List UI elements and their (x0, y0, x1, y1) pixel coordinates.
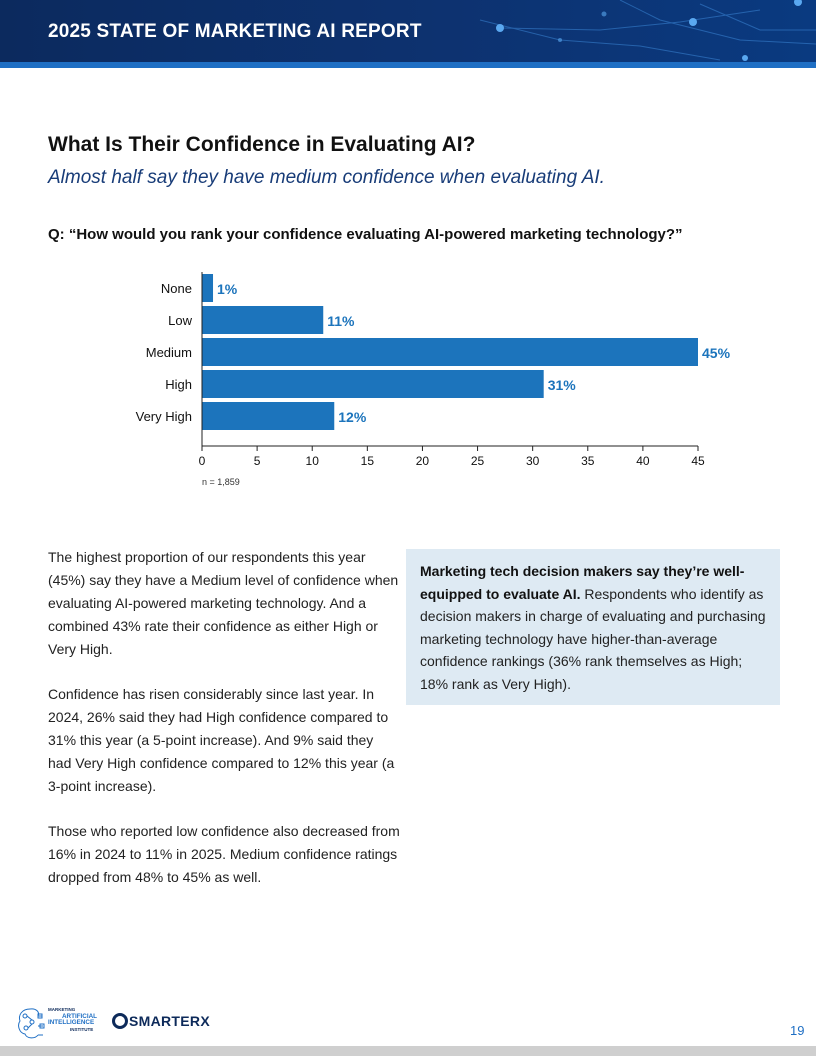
section-heading: What Is Their Confidence in Evaluating AI? (48, 133, 476, 156)
confidence-bar-chart (0, 258, 816, 498)
body-paragraph-3: Those who reported low confidence also decreased from 16% in 2024 to 11% in 2025. Medium confidence ratings dropped from 48% to 45% as well. (48, 823, 400, 885)
x-tick-label: 20 (415, 454, 430, 468)
x-tick-label: 30 (525, 454, 540, 468)
category-label: None (160, 281, 192, 296)
data-label: 31% (547, 377, 576, 393)
category-label: Medium (145, 345, 192, 360)
data-label: 1% (217, 281, 238, 297)
header-stripe (0, 62, 816, 68)
report-header-banner (0, 0, 816, 62)
callout-box (406, 549, 780, 705)
bar-very-high (202, 402, 334, 430)
data-label: 45% (702, 345, 731, 361)
smarterx-ring-icon (112, 1013, 128, 1029)
bar-none (202, 274, 213, 302)
smarterx-logo (112, 1011, 210, 1031)
category-label: High (165, 377, 192, 392)
footer-bar (0, 1046, 816, 1056)
smarterx-logo-text: SMARTERX (129, 1013, 210, 1029)
callout-bold: Marketing tech decision makers say they’re well-equipped to evaluate AI. (420, 563, 745, 602)
x-tick-label: 15 (360, 454, 375, 468)
x-tick-label: 40 (636, 454, 650, 468)
x-tick-label: 10 (305, 454, 319, 468)
callout-text: Respondents who identify as decision makers in charge of evaluating and purchasing marketing technology have higher-than-average confidence rankings (36% rank themselves as High; 18% rank as Very High). (420, 585, 766, 692)
x-tick-label: 5 (253, 454, 261, 468)
data-label: 12% (338, 409, 367, 425)
category-label: Very High (135, 409, 192, 424)
x-tick-label: 45 (691, 454, 705, 468)
body-paragraph-1: The highest proportion of our respondents this year (45%) say they have a Medium level of confidence when evaluating AI-powered marketing technology. And a combined 43% rate their confidence as either High or Very High. (48, 549, 399, 657)
sample-size-note: n = 1,859 (202, 477, 240, 487)
x-tick-label: 25 (470, 454, 485, 468)
body-paragraph-2: Confidence has risen considerably since last year. In 2024, 26% said they had High confidence compared to 31% this year (a 5-point increase). And 9% said they had Very High confidence compared to 12% this year (a 3-point increase). (48, 686, 395, 794)
category-label: Low (168, 313, 192, 328)
x-tick-label: 0 (198, 454, 206, 468)
bar-medium (202, 338, 698, 366)
section-subheading: Almost half say they have medium confidence when evaluating AI. (48, 167, 605, 188)
report-title: 2025 STATE OF MARKETING AI REPORT (48, 21, 422, 42)
data-label: 11% (327, 313, 355, 329)
page-number: 19 (790, 1023, 805, 1038)
bar-low (202, 306, 323, 334)
bar-high (202, 370, 544, 398)
x-tick-label: 35 (581, 454, 595, 468)
survey-question: Q: “How would you rank your confidence evaluating AI-powered marketing technology?” (48, 226, 683, 243)
body-text (48, 546, 400, 911)
mai-logo-text: MARKETING ARTIFICIAL INTELLIGENCE INSTITUTE (48, 1007, 97, 1032)
